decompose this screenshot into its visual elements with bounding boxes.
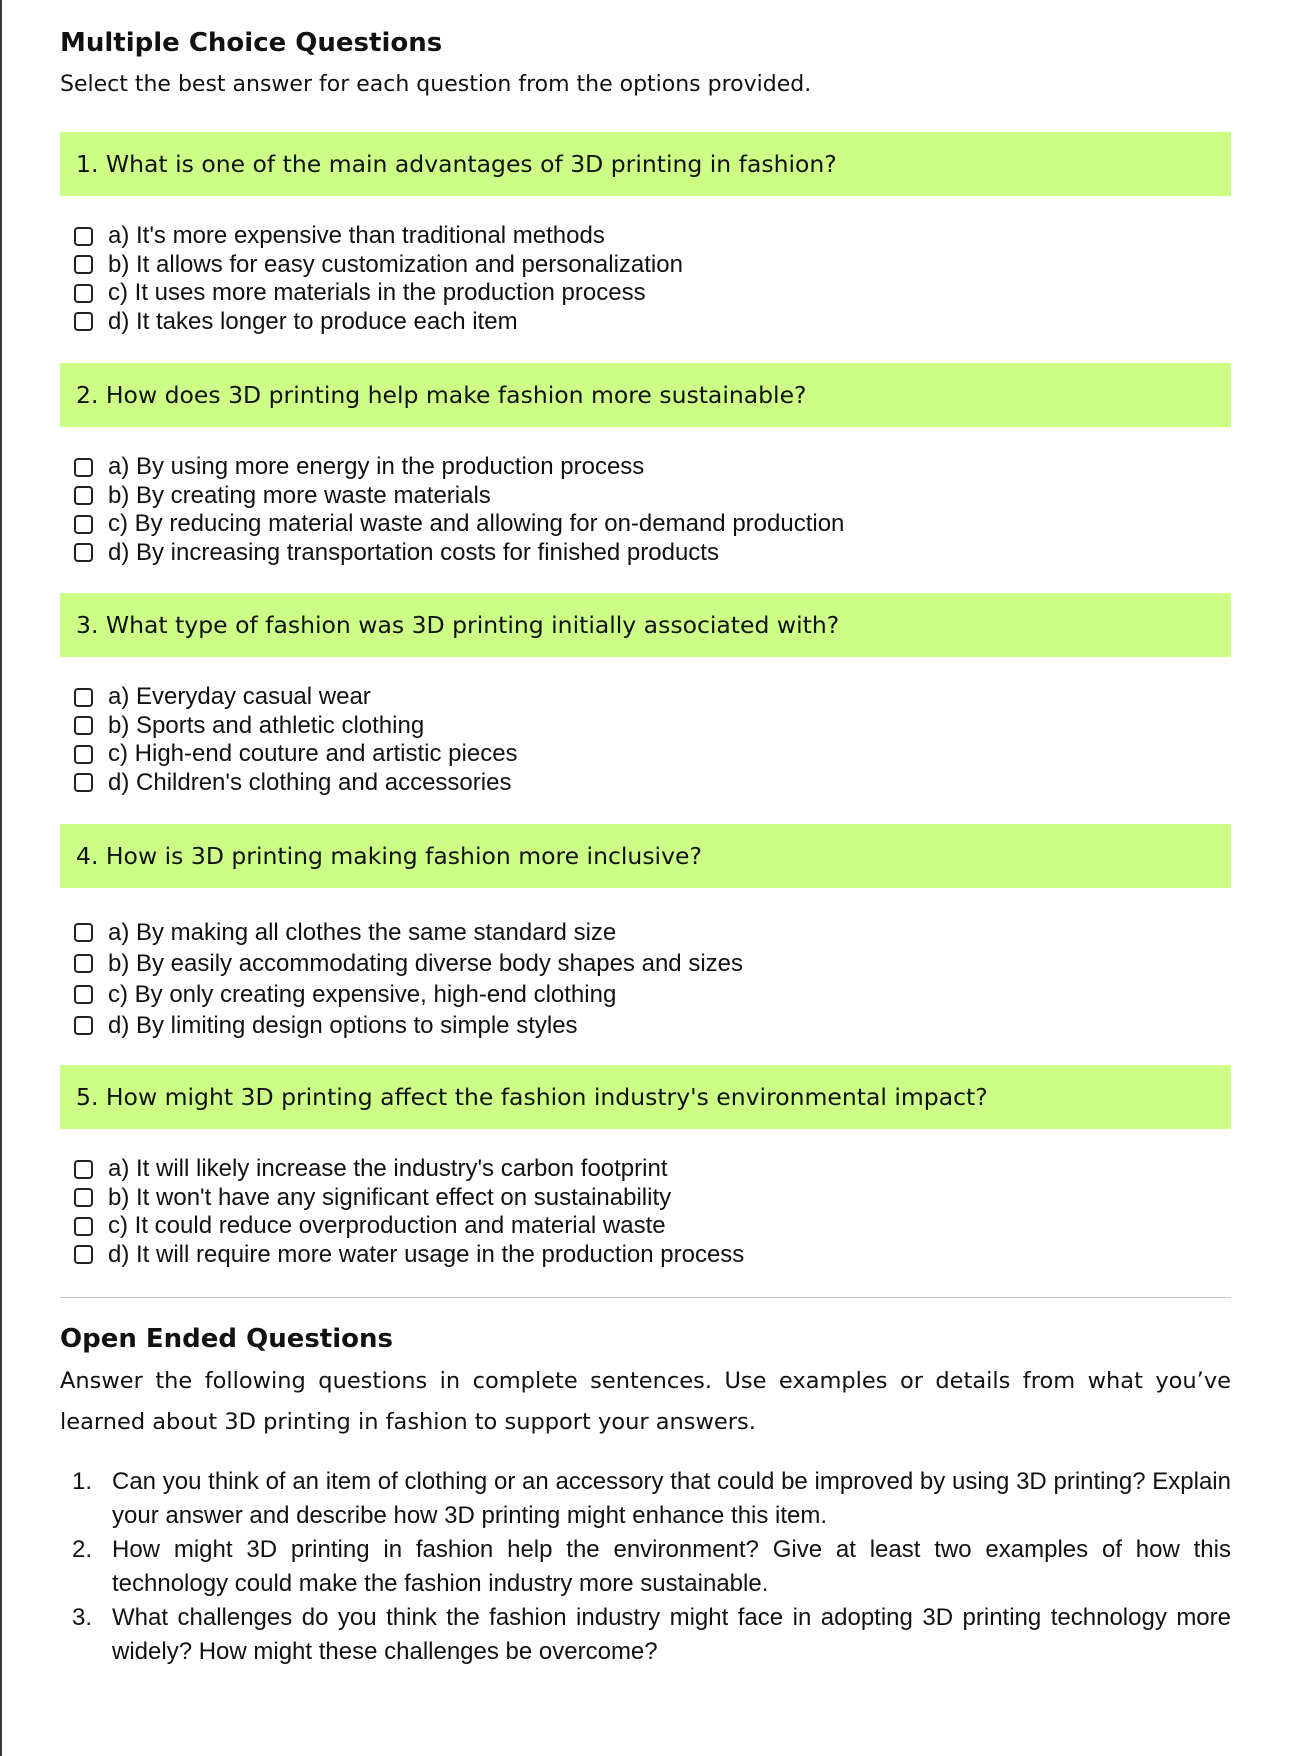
page-left-border bbox=[0, 0, 2, 1756]
open-question-1 bbox=[60, 1465, 1231, 1533]
option-1a[interactable] bbox=[74, 222, 683, 251]
option-5b[interactable] bbox=[74, 1184, 744, 1213]
option-label: c) By reducing material waste and allowing for on-demand production bbox=[108, 510, 845, 538]
option-4c[interactable] bbox=[74, 979, 743, 1010]
checkbox-icon[interactable] bbox=[74, 486, 93, 505]
open-question-text: Can you think of an item of clothing or an accessory that could be improved by using 3D printing? Explain your answer and describe how 3D printing might enhance this item. bbox=[112, 1468, 1231, 1529]
option-4b[interactable] bbox=[74, 948, 743, 979]
option-5a[interactable] bbox=[74, 1155, 744, 1184]
checkbox-icon[interactable] bbox=[74, 985, 93, 1004]
option-label: d) It takes longer to produce each item bbox=[108, 307, 518, 335]
open-question-text: How might 3D printing in fashion help the environment? Give at least two examples of how this technology could make the fashion industry more sustainable. bbox=[112, 1536, 1231, 1597]
question-5-prompt: 5. How might 3D printing affect the fashion industry's environmental impact? bbox=[60, 1065, 1231, 1129]
open-ended-instructions: Answer the following questions in complete sentences. Use examples or details from what you’ve learned about 3D printing in fashion to support your answers. bbox=[60, 1368, 1231, 1435]
checkbox-icon[interactable] bbox=[74, 515, 93, 534]
question-3-options bbox=[74, 683, 518, 797]
checkbox-icon[interactable] bbox=[74, 255, 93, 274]
option-label: c) It could reduce overproduction and material waste bbox=[108, 1212, 666, 1240]
checkbox-icon[interactable] bbox=[74, 773, 93, 792]
option-3b[interactable] bbox=[74, 712, 518, 741]
open-ended-question-list bbox=[60, 1465, 1231, 1669]
checkbox-icon[interactable] bbox=[74, 716, 93, 735]
list-number: 1. bbox=[72, 1468, 93, 1495]
checkbox-icon[interactable] bbox=[74, 1188, 93, 1207]
open-question-text: What challenges do you think the fashion industry might face in adopting 3D printing technology more widely? How might these challenges be overcome? bbox=[112, 1604, 1231, 1665]
option-1c[interactable] bbox=[74, 279, 683, 308]
option-label: d) It will require more water usage in the production process bbox=[108, 1240, 745, 1268]
option-label: b) Sports and athletic clothing bbox=[108, 711, 425, 739]
open-question-3 bbox=[60, 1601, 1231, 1669]
option-5d[interactable] bbox=[74, 1241, 744, 1270]
question-3-prompt: 3. What type of fashion was 3D printing initially associated with? bbox=[60, 593, 1231, 657]
option-3a[interactable] bbox=[74, 683, 518, 712]
option-2c[interactable] bbox=[74, 510, 844, 539]
list-number: 2. bbox=[72, 1536, 93, 1563]
checkbox-icon[interactable] bbox=[74, 312, 93, 331]
checkbox-icon[interactable] bbox=[74, 284, 93, 303]
option-4d[interactable] bbox=[74, 1010, 743, 1041]
mcq-instructions: Select the best answer for each question from the options provided. bbox=[60, 72, 812, 97]
checkbox-icon[interactable] bbox=[74, 1217, 93, 1236]
question-2-options bbox=[74, 453, 844, 567]
option-label: d) By increasing transportation costs for finished products bbox=[108, 538, 719, 566]
checkbox-icon[interactable] bbox=[74, 954, 93, 973]
option-1d[interactable] bbox=[74, 308, 683, 337]
option-label: d) Children's clothing and accessories bbox=[108, 768, 512, 796]
option-label: b) It won't have any significant effect on sustainability bbox=[108, 1183, 672, 1211]
option-label: c) It uses more materials in the production process bbox=[108, 279, 646, 307]
option-4a[interactable] bbox=[74, 917, 743, 948]
option-label: a) By using more energy in the production process bbox=[108, 453, 645, 481]
list-number: 3. bbox=[72, 1604, 93, 1631]
option-label: b) It allows for easy customization and personalization bbox=[108, 250, 683, 278]
option-3c[interactable] bbox=[74, 740, 518, 769]
option-1b[interactable] bbox=[74, 251, 683, 280]
option-label: c) By only creating expensive, high-end clothing bbox=[108, 980, 617, 1008]
open-question-2 bbox=[60, 1533, 1231, 1601]
mcq-section-title: Multiple Choice Questions bbox=[60, 28, 443, 58]
option-2b[interactable] bbox=[74, 482, 844, 511]
checkbox-icon[interactable] bbox=[74, 458, 93, 477]
option-label: a) By making all clothes the same standard size bbox=[108, 918, 617, 946]
checkbox-icon[interactable] bbox=[74, 1160, 93, 1179]
question-4-prompt: 4. How is 3D printing making fashion more inclusive? bbox=[60, 824, 1231, 888]
option-5c[interactable] bbox=[74, 1212, 744, 1241]
option-3d[interactable] bbox=[74, 769, 518, 798]
option-label: d) By limiting design options to simple styles bbox=[108, 1011, 578, 1039]
question-1-prompt: 1. What is one of the main advantages of 3D printing in fashion? bbox=[60, 132, 1231, 196]
section-divider bbox=[60, 1297, 1231, 1298]
option-2d[interactable] bbox=[74, 539, 844, 568]
option-2a[interactable] bbox=[74, 453, 844, 482]
option-label: a) It's more expensive than traditional methods bbox=[108, 222, 605, 250]
question-4-options bbox=[74, 917, 743, 1041]
checkbox-icon[interactable] bbox=[74, 923, 93, 942]
checkbox-icon[interactable] bbox=[74, 688, 93, 707]
option-label: b) By creating more waste materials bbox=[108, 481, 491, 509]
option-label: a) Everyday casual wear bbox=[108, 683, 371, 711]
option-label: c) High-end couture and artistic pieces bbox=[108, 740, 518, 768]
question-1-options bbox=[74, 222, 683, 336]
option-label: a) It will likely increase the industry's carbon footprint bbox=[108, 1155, 668, 1183]
open-ended-section-title: Open Ended Questions bbox=[60, 1324, 393, 1354]
checkbox-icon[interactable] bbox=[74, 745, 93, 764]
checkbox-icon[interactable] bbox=[74, 1016, 93, 1035]
option-label: b) By easily accommodating diverse body shapes and sizes bbox=[108, 949, 743, 977]
checkbox-icon[interactable] bbox=[74, 227, 93, 246]
checkbox-icon[interactable] bbox=[74, 543, 93, 562]
checkbox-icon[interactable] bbox=[74, 1245, 93, 1264]
question-2-prompt: 2. How does 3D printing help make fashion more sustainable? bbox=[60, 363, 1231, 427]
question-5-options bbox=[74, 1155, 744, 1269]
